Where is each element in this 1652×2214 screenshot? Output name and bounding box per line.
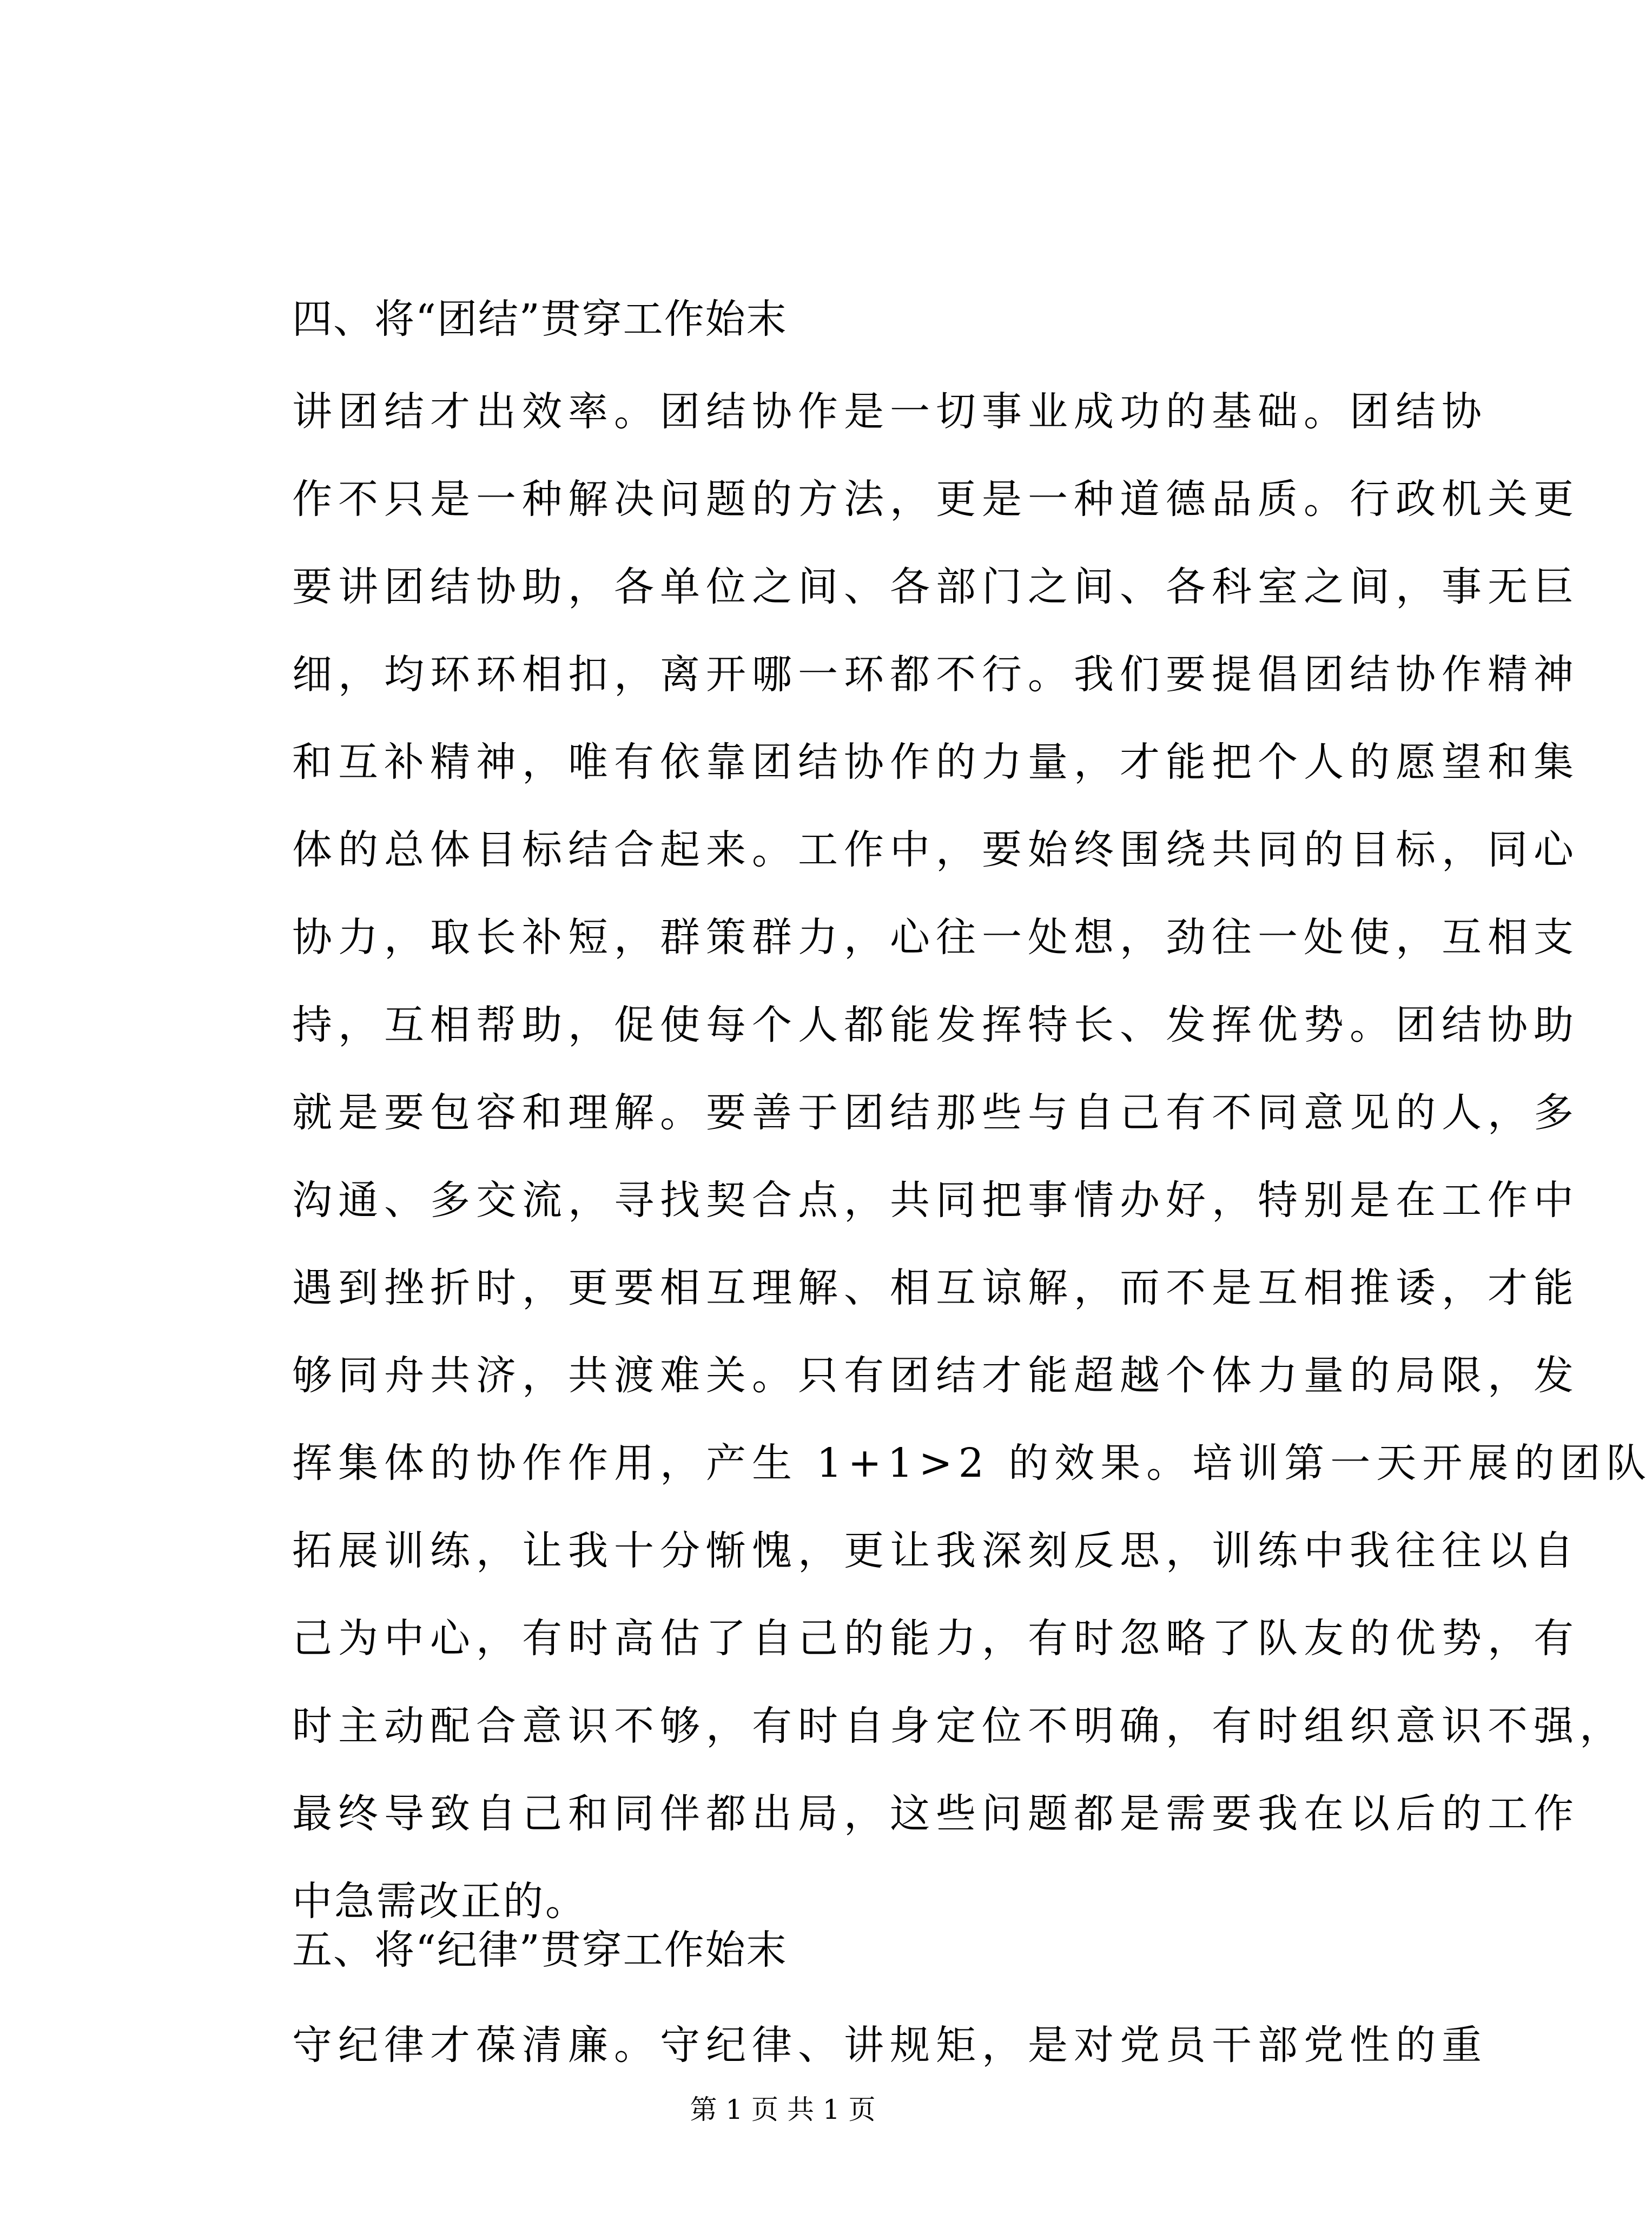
paragraph-line: 遇到挫折时，更要相互理解、相互谅解，而不是互相推诿，才能 xyxy=(292,1265,1580,1311)
section-4-heading: 四、将“团结”贯穿工作始末 xyxy=(292,296,788,342)
paragraph-line: 持，互相帮助，促使每个人都能发挥特长、发挥优势。团结协助 xyxy=(292,1002,1580,1048)
paragraph-line: 中急需改正的。 xyxy=(292,1878,587,1925)
paragraph-line: 就是要包容和理解。要善于团结那些与自己有不同意见的人，多 xyxy=(292,1089,1580,1136)
paragraph-line: 拓展训练，让我十分惭愧，更让我深刻反思，训练中我往往以自 xyxy=(292,1528,1580,1574)
section-5-paragraph xyxy=(292,2001,1488,2089)
paragraph-line: 守纪律才葆清廉。守纪律、讲规矩，是对党员干部党性的重 xyxy=(292,2022,1488,2068)
section-5-heading: 五、将“纪律”贯穿工作始末 xyxy=(292,1927,788,1973)
paragraph-line: 和互补精神，唯有依靠团结协作的力量，才能把个人的愿望和集 xyxy=(292,739,1580,785)
paragraph-line: 够同舟共济，共渡难关。只有团结才能超越个体力量的局限，发 xyxy=(292,1352,1580,1399)
paragraph-line: 挥集体的协作作用，产生 1+1>2 的效果。培训第一天开展的团队 xyxy=(292,1440,1652,1486)
page-footer: 第 1 页 共 1 页 xyxy=(690,2094,876,2125)
paragraph-line: 时主动配合意识不够，有时自身定位不明确，有时组织意识不强， xyxy=(292,1703,1625,1749)
paragraph-line: 作不只是一种解决问题的方法，更是一种道德品质。行政机关更 xyxy=(292,476,1580,523)
paragraph-line: 讲团结才出效率。团结协作是一切事业成功的基础。团结协 xyxy=(292,388,1488,435)
paragraph-line: 协力，取长补短，群策群力，心往一处想，劲往一处使，互相支 xyxy=(292,914,1580,961)
paragraph-line: 要讲团结协助，各单位之间、各部门之间、各科室之间，事无巨 xyxy=(292,564,1580,610)
paragraph-line: 细，均环环相扣，离开哪一环都不行。我们要提倡团结协作精神 xyxy=(292,651,1580,698)
section-4-paragraph xyxy=(292,368,1652,1945)
paragraph-line: 体的总体目标结合起来。工作中，要始终围绕共同的目标，同心 xyxy=(292,827,1580,873)
paragraph-line: 沟通、多交流，寻找契合点，共同把事情办好，特别是在工作中 xyxy=(292,1177,1580,1224)
paragraph-line: 最终导致自己和同伴都出局，这些问题都是需要我在以后的工作 xyxy=(292,1790,1580,1837)
paragraph-line: 己为中心，有时高估了自己的能力，有时忽略了队友的优势，有 xyxy=(292,1615,1580,1662)
